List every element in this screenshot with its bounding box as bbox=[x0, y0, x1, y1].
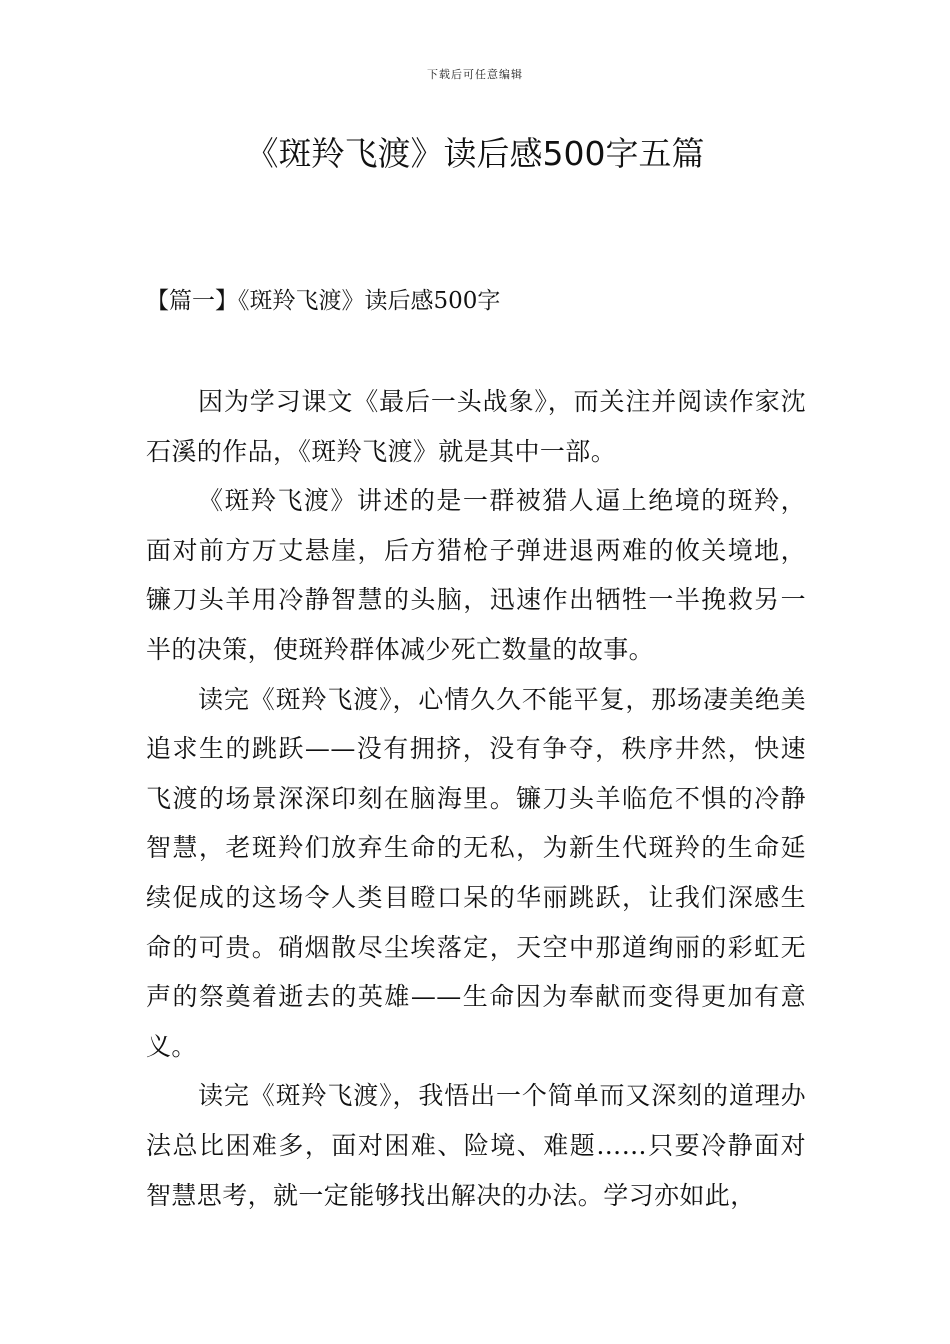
section-heading: 【篇一】《斑羚飞渡》读后感500字 bbox=[146, 288, 501, 314]
document-title: 《斑羚飞渡》读后感500字五篇 bbox=[245, 134, 705, 173]
paragraph: 《斑羚飞渡》讲述的是一群被猎人逼上绝境的斑羚，面对前方万丈悬崖，后方猎枪子弹进退两难的攸关境地，镰刀头羊用冷静智慧的头脑，迅速作出牺牲一半挽救另一半的决策，使斑羚群体减少死亡数量的故事。 bbox=[146, 486, 806, 664]
body-text bbox=[146, 377, 806, 1220]
paragraph: 读完《斑羚飞渡》，我悟出一个简单而又深刻的道理办法总比困难多，面对困难、险境、难题……只要冷静面对智慧思考，就一定能够找出解决的办法。学习亦如此， bbox=[146, 1081, 806, 1210]
paragraph: 读完《斑羚飞渡》，心情久久不能平复，那场凄美绝美追求生的跳跃——没有拥挤，没有争夺，秩序井然，快速飞渡的场景深深印刻在脑海里。镰刀头羊临危不惧的冷静智慧，老斑羚们放弃生命的无私，为新生代斑羚的生命延续促成的这场令人类目瞪口呆的华丽跳跃，让我们深感生命的可贵。硝烟散尽尘埃落定，天空中那道绚丽的彩虹无声的祭奠着逝去的英雄——生命因为奉献而变得更加有意义。 bbox=[146, 684, 806, 1061]
header-note: 下载后可任意编辑 bbox=[427, 68, 523, 81]
paragraph: 因为学习课文《最后一头战象》，而关注并阅读作家沈石溪的作品，《斑羚飞渡》就是其中一部。 bbox=[146, 387, 806, 466]
